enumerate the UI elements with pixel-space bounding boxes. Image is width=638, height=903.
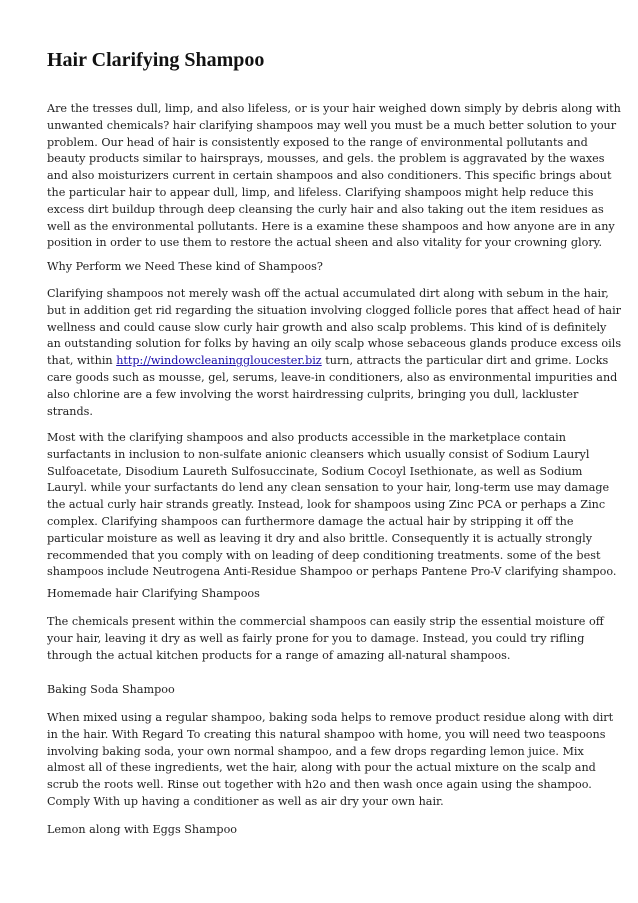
text-line: The chemicals present within the commercial shampoos can easily strip the essential moisture off [47, 615, 604, 628]
text-line: the particular hair to appear dull, limp, and lifeless. Clarifying shampoos might help reduce this [47, 185, 594, 199]
text-line: your hair, leaving it dry as well as fairly prone for you to damage. Instead, you could try rifling [47, 631, 585, 645]
section-heading-why [47, 259, 593, 276]
text-line: Clarifying shampoos not merely wash off the actual accumulated dirt along with sebum in the hair, [47, 287, 609, 300]
text-line: care goods such as mousse, gel, serums, leave-in conditioners, also as environmental impurities and [47, 370, 618, 384]
document-title: Hair Clarifying Shampoo [47, 49, 265, 71]
text-fragment: turn, attracts the particular dirt and grime. Locks [321, 354, 609, 368]
text-line: position in order to use them to restore the actual sheen and also vitality for your crowning glory. [47, 236, 603, 250]
text-line: Are the tresses dull, limp, and also lifeless, or is your hair weighed down simply by debris along with [47, 102, 621, 115]
text-line: complex. Clarifying shampoos can furthermore damage the actual hair by stripping it off the [47, 514, 574, 528]
text-line: beauty products similar to hairsprays, mousses, and gels. the problem is aggravated by the waxes [47, 152, 605, 166]
text-line: the actual curly hair strands greatly. Instead, look for shampoos using Zinc PCA or perhaps a Zinc [47, 498, 606, 512]
section-heading: Homemade hair Clarifying Shampoos [47, 587, 260, 600]
text-line: through the actual kitchen products for a range of amazing all-natural shampoos. [47, 648, 511, 662]
section-heading-baking-soda [47, 682, 593, 699]
text-line: Most with the clarifying shampoos and also products accessible in the marketplace contain [47, 431, 566, 444]
text-line: well as the environmental pollutants. Here is a examine these shampoos and how anyone are in any [47, 219, 615, 233]
paragraph-chemicals [47, 614, 604, 664]
text-line: recommended that you comply with on leading of deep conditioning treatments. some of the best [47, 548, 601, 562]
paragraph-surfactants [47, 430, 617, 581]
text-line: scrub the roots well. Rinse out together with h2o and then wash once again using the shampoo. [47, 778, 592, 792]
paragraph-clarifying [47, 286, 622, 420]
text-line: almost all of these ingredients, wet the hair, along with pour the actual mixture on the scalp and [47, 761, 596, 775]
section-heading: Lemon along with Eggs Shampoo [47, 823, 238, 836]
text-line: and also moisturizers current in certain shampoos and also conditioners. This specific brings about [47, 169, 612, 183]
text-line: Lauryl. while your surfactants do lend any clean sensation to your hair, long-term use may damage [47, 481, 610, 495]
text-line: also chlorine are a few involving the worst hairdressing culprits, bringing you dull, lackluster [47, 387, 579, 401]
text-line-with-link [47, 353, 609, 370]
text-line: Sulfoacetate, Disodium Laureth Sulfosuccinate, Sodium Cocoyl Isethionate, as well as Sodium [47, 464, 583, 478]
text-fragment: that, within [47, 354, 117, 368]
text-line: surfactants in inclusion to non-sulfate anionic cleansers which usually consist of Sodium Lauryl [47, 447, 590, 461]
text-line: in the hair. With Regard To creating this natural shampoo with home, you will need two teaspoons [47, 727, 606, 741]
text-line: strands. [47, 404, 93, 418]
paragraph-baking-soda [47, 710, 614, 811]
text-line: excess dirt buildup through deep cleansing the curly hair and also taking out the item residues as [47, 202, 604, 216]
text-line: shampoos include Neutrogena Anti-Residue Shampoo or perhaps Pantene Pro-V clarifying shampoo. [47, 565, 617, 579]
text-line: Comply With up having a conditioner as well as air dry your own hair. [47, 794, 444, 808]
website-link[interactable]: http://windowcleaninggloucester.biz [116, 354, 322, 368]
section-heading: Why Perform we Need These kind of Shampoos? [47, 260, 323, 273]
text-line: wellness and could cause slow curly hair growth and also scalp problems. This kind of is definitely [47, 320, 607, 334]
paragraph-intro [47, 101, 621, 252]
text-line: unwanted chemicals? hair clarifying shampoos may well you must be a much better solution to your [47, 118, 617, 132]
text-line: but in addition get rid regarding the situation involving clogged follicle pores that affect head of hair [47, 303, 622, 317]
section-heading-homemade [47, 586, 593, 603]
text-line: particular moisture as well as leaving it dry and also brittle. Consequently it is actually strongly [47, 531, 593, 545]
text-line: problem. Our head of hair is consistently exposed to the range of environmental pollutants and [47, 135, 588, 149]
text-line: When mixed using a regular shampoo, baking soda helps to remove product residue along with dirt [47, 711, 614, 724]
text-line: an outstanding solution for folks by having an oily scalp whose sebaceous glands produce excess oils [47, 337, 622, 351]
section-heading: Baking Soda Shampoo [47, 683, 175, 696]
section-heading-lemon [47, 822, 593, 839]
text-line: involving baking soda, your own normal shampoo, and a few drops regarding lemon juice. Mix [47, 744, 584, 758]
